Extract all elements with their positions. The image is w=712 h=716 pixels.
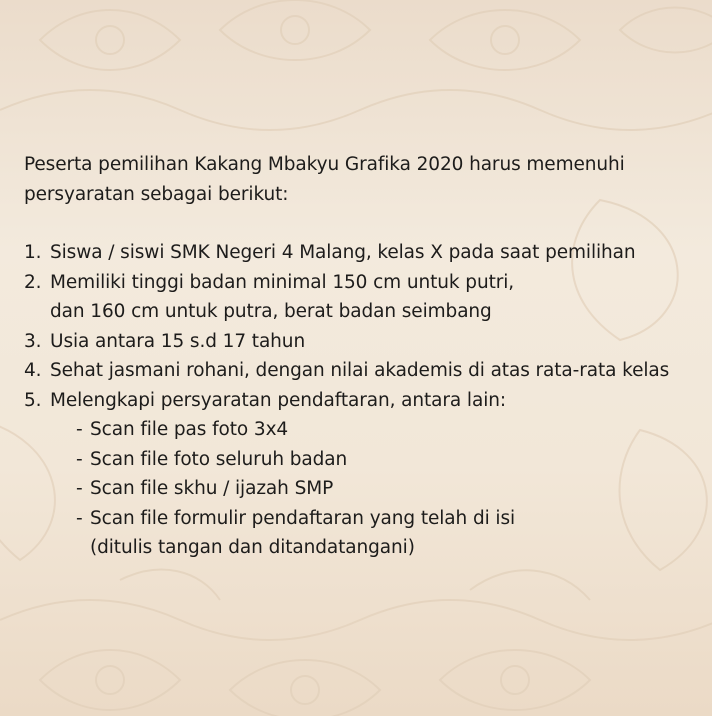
document-text-continuation: (ditulis tangan dan ditandatangani) <box>90 537 415 558</box>
document-list <box>24 415 694 563</box>
bullet-dash: - <box>76 478 83 499</box>
intro-line: persyaratan sebagai berikut: <box>24 183 289 205</box>
requirement-number: 5. <box>24 389 42 411</box>
document-text: Scan file formulir pendaftaran yang telah di isi <box>90 507 516 529</box>
requirement-number: 3. <box>24 330 42 352</box>
document-item <box>76 504 694 563</box>
requirement-number: 4. <box>24 360 42 381</box>
requirement-item <box>24 268 694 327</box>
document-text: Scan file foto seluruh badan <box>90 448 348 470</box>
requirement-text: Melengkapi persyaratan pendaftaran, antara lain: <box>50 389 507 411</box>
document-text: Scan file pas foto 3x4 <box>90 419 289 440</box>
bullet-dash: - <box>76 419 83 440</box>
document-item <box>76 415 694 445</box>
requirement-item <box>24 327 694 357</box>
requirement-text: Sehat jasmani rohani, dengan nilai akademis di atas rata-rata kelas <box>50 360 670 381</box>
document-text: Scan file skhu / ijazah SMP <box>90 478 334 499</box>
requirement-text: Siswa / siswi SMK Negeri 4 Malang, kelas X pada saat pemilihan <box>50 242 636 263</box>
requirement-item <box>24 356 694 386</box>
intro-paragraph <box>24 150 694 209</box>
document-item <box>76 445 694 475</box>
intro-line: Peserta pemilihan Kakang Mbakyu Grafika 2020 harus memenuhi <box>24 154 625 175</box>
requirement-item <box>24 238 694 268</box>
document-item <box>76 474 694 504</box>
requirements-document <box>24 150 694 563</box>
requirement-number: 1. <box>24 242 42 263</box>
spacer <box>24 209 694 238</box>
requirement-text-continuation: dan 160 cm untuk putra, berat badan seimbang <box>50 301 492 322</box>
requirement-text: Memiliki tinggi badan minimal 150 cm untuk putri, <box>50 271 515 293</box>
requirement-text: Usia antara 15 s.d 17 tahun <box>50 330 306 352</box>
requirement-number: 2. <box>24 271 42 293</box>
requirement-item <box>24 386 694 563</box>
requirements-list <box>24 238 694 563</box>
bullet-dash: - <box>76 448 83 470</box>
bullet-dash: - <box>76 507 83 529</box>
